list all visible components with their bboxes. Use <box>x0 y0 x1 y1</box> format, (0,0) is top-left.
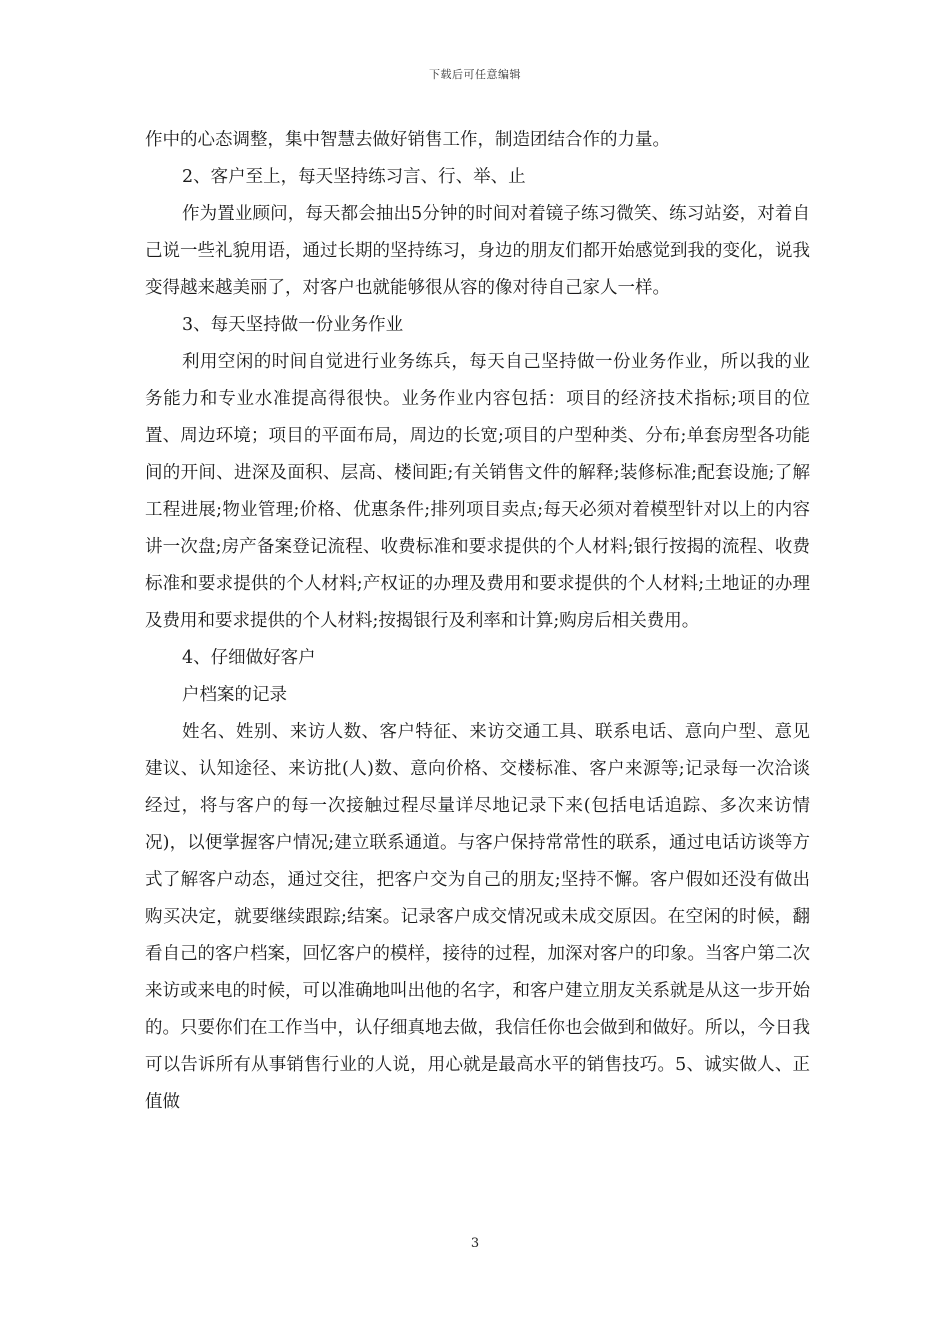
heading-2-customer-first: 2、客户至上，每天坚持练习言、行、举、止 <box>182 167 526 187</box>
heading-3-daily-homework: 3、每天坚持做一份业务作业 <box>182 315 404 335</box>
paragraph-4: 姓名、姓别、来访人数、客户特征、来访交通工具、联系电话、意向户型、意见建议、认知途径、来访批(人)数、意向价格、交楼标准、客户来源等;记录每一次洽谈经过，将与客户的每一次接触过程尽量详尽地记录下来(包括电话追踪、多次来访情况)，以便掌握客户情况;建立联系通道。与客户保持常常性的联系，通过电话访谈等方式了解客户动态，通过交往，把客户交为自己的朋友;坚持不懈。客户假如还没有做出购买决定，就要继续跟踪;结案。记录客户成交情况或未成交原因。在空闲的时候，翻看自己的客户档案，回忆客户的模样，接待的过程，加深对客户的印象。当客户第二次来访或来电的时候，可以准确地叫出他的名字，和客户建立朋友关系就是从这一步开始的。只要你们在工作当中，认仔细真地去做，我信任你也会做到和做好。所以，今日我可以告诉所有从事销售行业的人说，用心就是最高水平的销售技巧。5、诚实做人、正值做 <box>145 722 810 1112</box>
heading-4-continued: 户档案的记录 <box>182 685 287 705</box>
paragraph-1: 作中的心态调整，集中智慧去做好销售工作，制造团结合作的力量。 <box>145 130 670 150</box>
document-body <box>145 122 810 1121</box>
paragraph-3: 利用空闲的时间自觉进行业务练兵，每天自己坚持做一份业务作业，所以我的业务能力和专业水准提高得很快。业务作业内容包括：项目的经济技术指标;项目的位置、周边环境；项目的平面布局，周边的长宽;项目的户型种类、分布;单套房型各功能间的开间、进深及面积、层高、楼间距;有关销售文件的解释;装修标准;配套设施;了解工程进展;物业管理;价格、优惠条件;排列项目卖点;每天必须对着模型针对以上的内容讲一次盘;房产备案登记流程、收费标准和要求提供的个人材料;银行按揭的流程、收费标准和要求提供的个人材料;产权证的办理及费用和要求提供的个人材料;土地证的办理及费用和要求提供的个人材料;按揭银行及利率和计算;购房后相关费用。 <box>145 352 810 631</box>
page-number: 3 <box>470 1236 480 1251</box>
page-header-note: 下载后可任意编辑 <box>429 68 521 81</box>
heading-4-customer-records: 4、仔细做好客户 <box>182 648 316 668</box>
paragraph-2: 作为置业顾问，每天都会抽出5分钟的时间对着镜子练习微笑、练习站姿，对着自己说一些礼貌用语，通过长期的坚持练习，身边的朋友们都开始感觉到我的变化，说我变得越来越美丽了，对客户也就能够很从容的像对待自己家人一样。 <box>145 204 810 298</box>
